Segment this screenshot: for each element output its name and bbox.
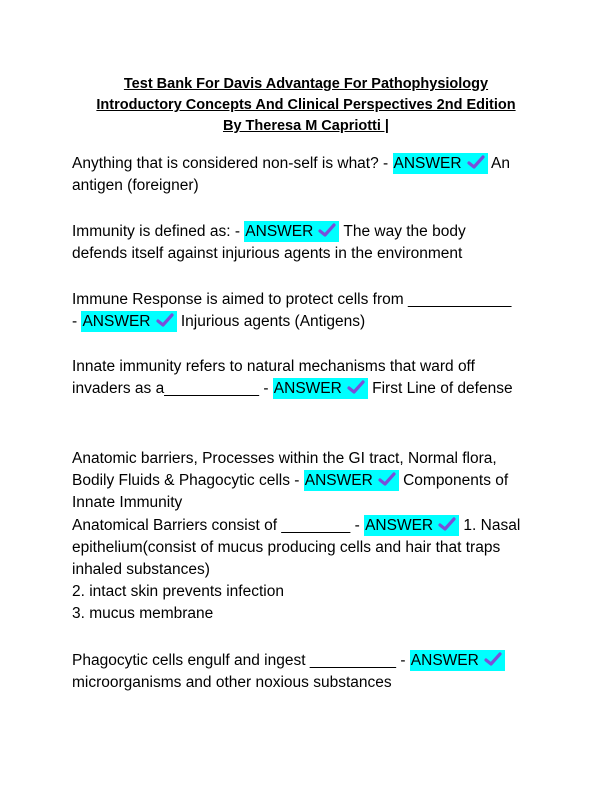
answer-badge	[364, 515, 459, 536]
qa-item	[72, 221, 552, 265]
answer-label: ANSWER	[393, 155, 462, 172]
checkmark-icon	[318, 223, 336, 237]
answer-label: ANSWER	[245, 223, 314, 240]
title-line-2: Introductory Concepts And Clinical Perspectives 2nd Edition	[96, 97, 516, 113]
qa-line	[72, 356, 552, 378]
qa-text: Innate Immunity	[72, 494, 183, 511]
qa-text: Anatomical Barriers consist of ________ -	[72, 517, 365, 534]
qa-text: Immune Response is aimed to protect cells from ____________	[72, 291, 512, 308]
qa-answer-text: First Line of defense	[367, 380, 513, 397]
qa-line	[72, 470, 552, 492]
qa-text: defends itself against injurious agents in the environment	[72, 245, 463, 262]
qa-answer-text: An	[487, 155, 510, 172]
qa-line	[72, 243, 552, 265]
answer-label: ANSWER	[410, 652, 479, 669]
answer-badge	[81, 311, 176, 332]
answer-badge	[273, 378, 368, 399]
qa-line	[72, 672, 552, 694]
qa-item	[72, 289, 552, 333]
document-title	[60, 74, 552, 137]
answer-badge	[244, 221, 339, 242]
qa-item	[72, 515, 552, 625]
qa-answer-text: Injurious agents (Antigens)	[176, 313, 366, 330]
qa-line	[72, 650, 552, 672]
qa-text: invaders as a___________ -	[72, 380, 273, 397]
qa-answer-text: 1. Nasal	[459, 517, 521, 534]
qa-line	[72, 221, 552, 243]
qa-line	[72, 448, 552, 470]
qa-line	[72, 175, 552, 197]
answer-label: ANSWER	[304, 472, 373, 489]
qa-text: 3. mucus membrane	[72, 605, 214, 622]
qa-text: -	[72, 313, 82, 330]
qa-text: antigen (foreigner)	[72, 177, 199, 194]
qa-line	[72, 515, 552, 537]
qa-text: Immunity is defined as: -	[72, 223, 245, 240]
qa-text: microorganisms and other noxious substances	[72, 674, 392, 691]
checkmark-icon	[438, 517, 456, 531]
answer-badge	[393, 153, 488, 174]
title-line-3: By Theresa M Capriotti |	[222, 118, 389, 134]
qa-item	[72, 356, 552, 400]
answer-label: ANSWER	[273, 380, 342, 397]
checkmark-icon	[378, 472, 396, 486]
qa-item	[72, 448, 552, 514]
qa-item	[72, 153, 552, 197]
answer-label: ANSWER	[365, 517, 434, 534]
qa-line	[72, 289, 552, 311]
title-line-1: Test Bank For Davis Advantage For Pathophysiology	[123, 76, 489, 92]
qa-text: inhaled substances)	[72, 561, 210, 578]
qa-line	[72, 581, 552, 603]
qa-line	[72, 559, 552, 581]
answer-badge	[304, 470, 399, 491]
qa-line	[72, 153, 552, 175]
qa-line	[72, 311, 552, 333]
qa-answer-text: Components of	[398, 472, 509, 489]
qa-line	[72, 378, 552, 400]
checkmark-icon	[484, 652, 502, 666]
answer-badge	[410, 650, 505, 671]
qa-text: Innate immunity refers to natural mechanisms that ward off	[72, 358, 475, 375]
qa-text: Anatomic barriers, Processes within the GI tract, Normal flora,	[72, 450, 497, 467]
qa-text: epithelium(consist of mucus producing cells and hair that traps	[72, 539, 501, 556]
qa-line	[72, 537, 552, 559]
qa-text: Anything that is considered non-self is what? -	[72, 155, 393, 172]
qa-answer-text: The way the body	[339, 223, 466, 240]
qa-line	[72, 603, 552, 625]
checkmark-icon	[156, 313, 174, 327]
checkmark-icon	[467, 155, 485, 169]
checkmark-icon	[347, 380, 365, 394]
answer-label: ANSWER	[82, 313, 151, 330]
qa-text: 2. intact skin prevents infection	[72, 583, 284, 600]
qa-item	[72, 650, 552, 694]
qa-text: Bodily Fluids & Phagocytic cells -	[72, 472, 304, 489]
qa-line	[72, 492, 552, 514]
qa-text: Phagocytic cells engulf and ingest __________ -	[72, 652, 410, 669]
